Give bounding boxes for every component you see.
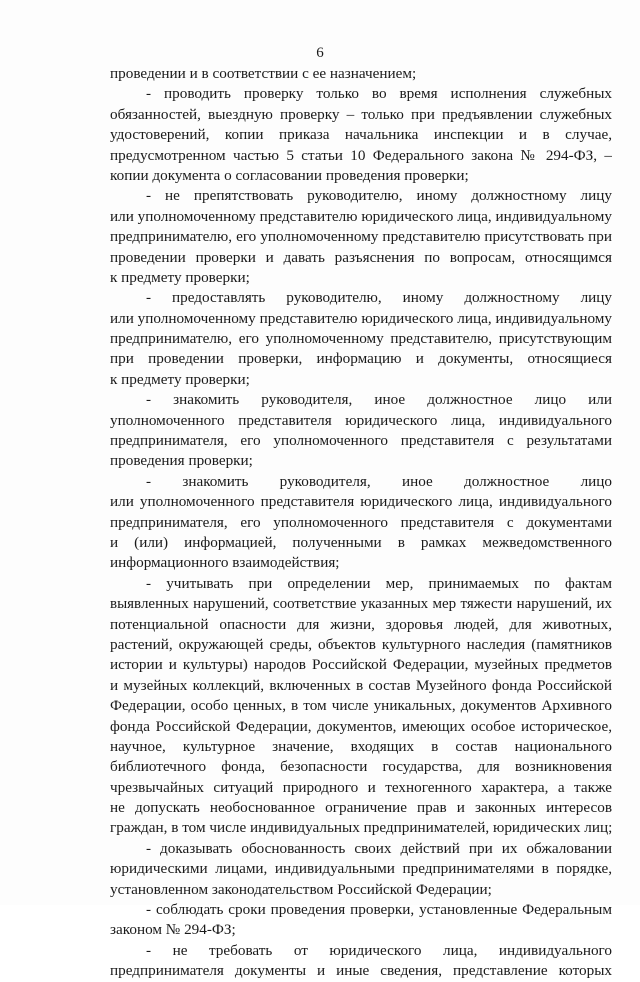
text-line: проведении проверки и давать разъяснения по вопросам, относящимся bbox=[110, 248, 612, 266]
text-line: предпринимателя, его уполномоченного представителя с документами bbox=[110, 513, 612, 531]
text-line: юридическими лицами, индивидуальными предпринимателями в порядке, bbox=[110, 860, 612, 878]
text-line: - учитывать при определении мер, принимаемых по фактам bbox=[146, 574, 612, 592]
text-line: при проведении проверки, информацию и документы, относящиеся bbox=[110, 350, 612, 368]
text-line: - соблюдать сроки проведения проверки, установленные Федеральным bbox=[146, 901, 612, 919]
text-line: библиотечного фонда, безопасности государства, для возникновения bbox=[110, 758, 612, 776]
text-line: информационного взаимодействия; bbox=[110, 554, 340, 572]
text-line: выявленных нарушений, соответствие указанных мер тяжести нарушений, их bbox=[110, 596, 612, 613]
text-line: предпринимателя документы и иные сведения, представление которых bbox=[110, 962, 612, 980]
text-line: научное, культурное значение, входящих в состав национального bbox=[110, 737, 612, 755]
text-line: - предоставлять руководителю, иному должностному лицу bbox=[146, 289, 612, 307]
text-line: предпринимателю, его уполномоченному представителю, присутствующим bbox=[110, 330, 612, 348]
text-line: обязанностей, выездную проверку – только при предъявлении служебных bbox=[110, 105, 612, 123]
text-line: и музейных коллекций, включенных в состав Музейного фонда Российской bbox=[110, 676, 612, 694]
text-line: - не препятствовать руководителю, иному должностному лицу bbox=[146, 187, 612, 205]
text-line: и (или) информацией, полученными в рамках межведомственного bbox=[110, 533, 612, 551]
text-line: - знакомить руководителя, иное должностное лицо bbox=[146, 472, 612, 490]
text-line: не допускать необоснованное ограничение прав и законных интересов bbox=[110, 799, 612, 817]
text-line: установленном законодательством Российской Федерации; bbox=[110, 880, 492, 898]
text-line: предусмотренном частью 5 статьи 10 Федерального закона № 294-ФЗ, – bbox=[110, 146, 612, 164]
text-line: к предмету проверки; bbox=[110, 370, 250, 388]
text-line: - доказывать обоснованность своих действий при их обжаловании bbox=[146, 839, 612, 857]
text-line: копии документа о согласовании проведения проверки; bbox=[110, 166, 469, 184]
text-line: граждан, в том числе индивидуальных предпринимателей, юридических лиц; bbox=[110, 819, 612, 837]
text-line: - не требовать от юридического лица, индивидуального bbox=[146, 941, 612, 959]
document-body bbox=[110, 64, 612, 982]
text-line: - знакомить руководителя, иное должностное лицо или bbox=[146, 391, 612, 409]
text-line: законом № 294-ФЗ; bbox=[110, 921, 236, 939]
text-line: удостоверений, копии приказа начальника инспекции и в случае, bbox=[110, 126, 612, 144]
text-line: Федерации, особо ценных, в том числе уникальных, документов Архивного bbox=[110, 697, 612, 715]
text-line: предпринимателя, его уполномоченного представителя с результатами bbox=[110, 432, 612, 450]
text-line: или уполномоченному представителю юридического лица, индивидуальному bbox=[110, 207, 612, 225]
text-line: или уполномоченному представителю юридического лица, индивидуальному bbox=[110, 309, 612, 327]
text-line: истории и культуры) народов Российской Федерации, музейных предметов bbox=[110, 656, 612, 674]
page-number: 6 bbox=[316, 45, 324, 61]
text-line: или уполномоченного представителя юридического лица, индивидуального bbox=[110, 493, 612, 511]
text-line: растений, окружающей среды, объектов культурного наследия (памятников bbox=[110, 635, 612, 653]
text-line: к предмету проверки; bbox=[110, 268, 250, 286]
text-line: - проводить проверку только во время исполнения служебных bbox=[146, 85, 612, 103]
text-line: фонда Российской Федерации, документов, имеющих особое историческое, bbox=[110, 717, 612, 735]
text-line: предпринимателю, его уполномоченному представителю присутствовать при bbox=[110, 228, 612, 246]
text-line: проведении и в соответствии с ее назначением; bbox=[110, 65, 417, 82]
text-line: потенциальной опасности для жизни, здоровья людей, для животных, bbox=[110, 615, 612, 633]
text-line: чрезвычайных ситуаций природного и техногенного характера, а также bbox=[110, 778, 612, 796]
text-line: проведения проверки; bbox=[110, 452, 253, 470]
text-line: уполномоченного представителя юридического лица, индивидуального bbox=[110, 411, 612, 429]
